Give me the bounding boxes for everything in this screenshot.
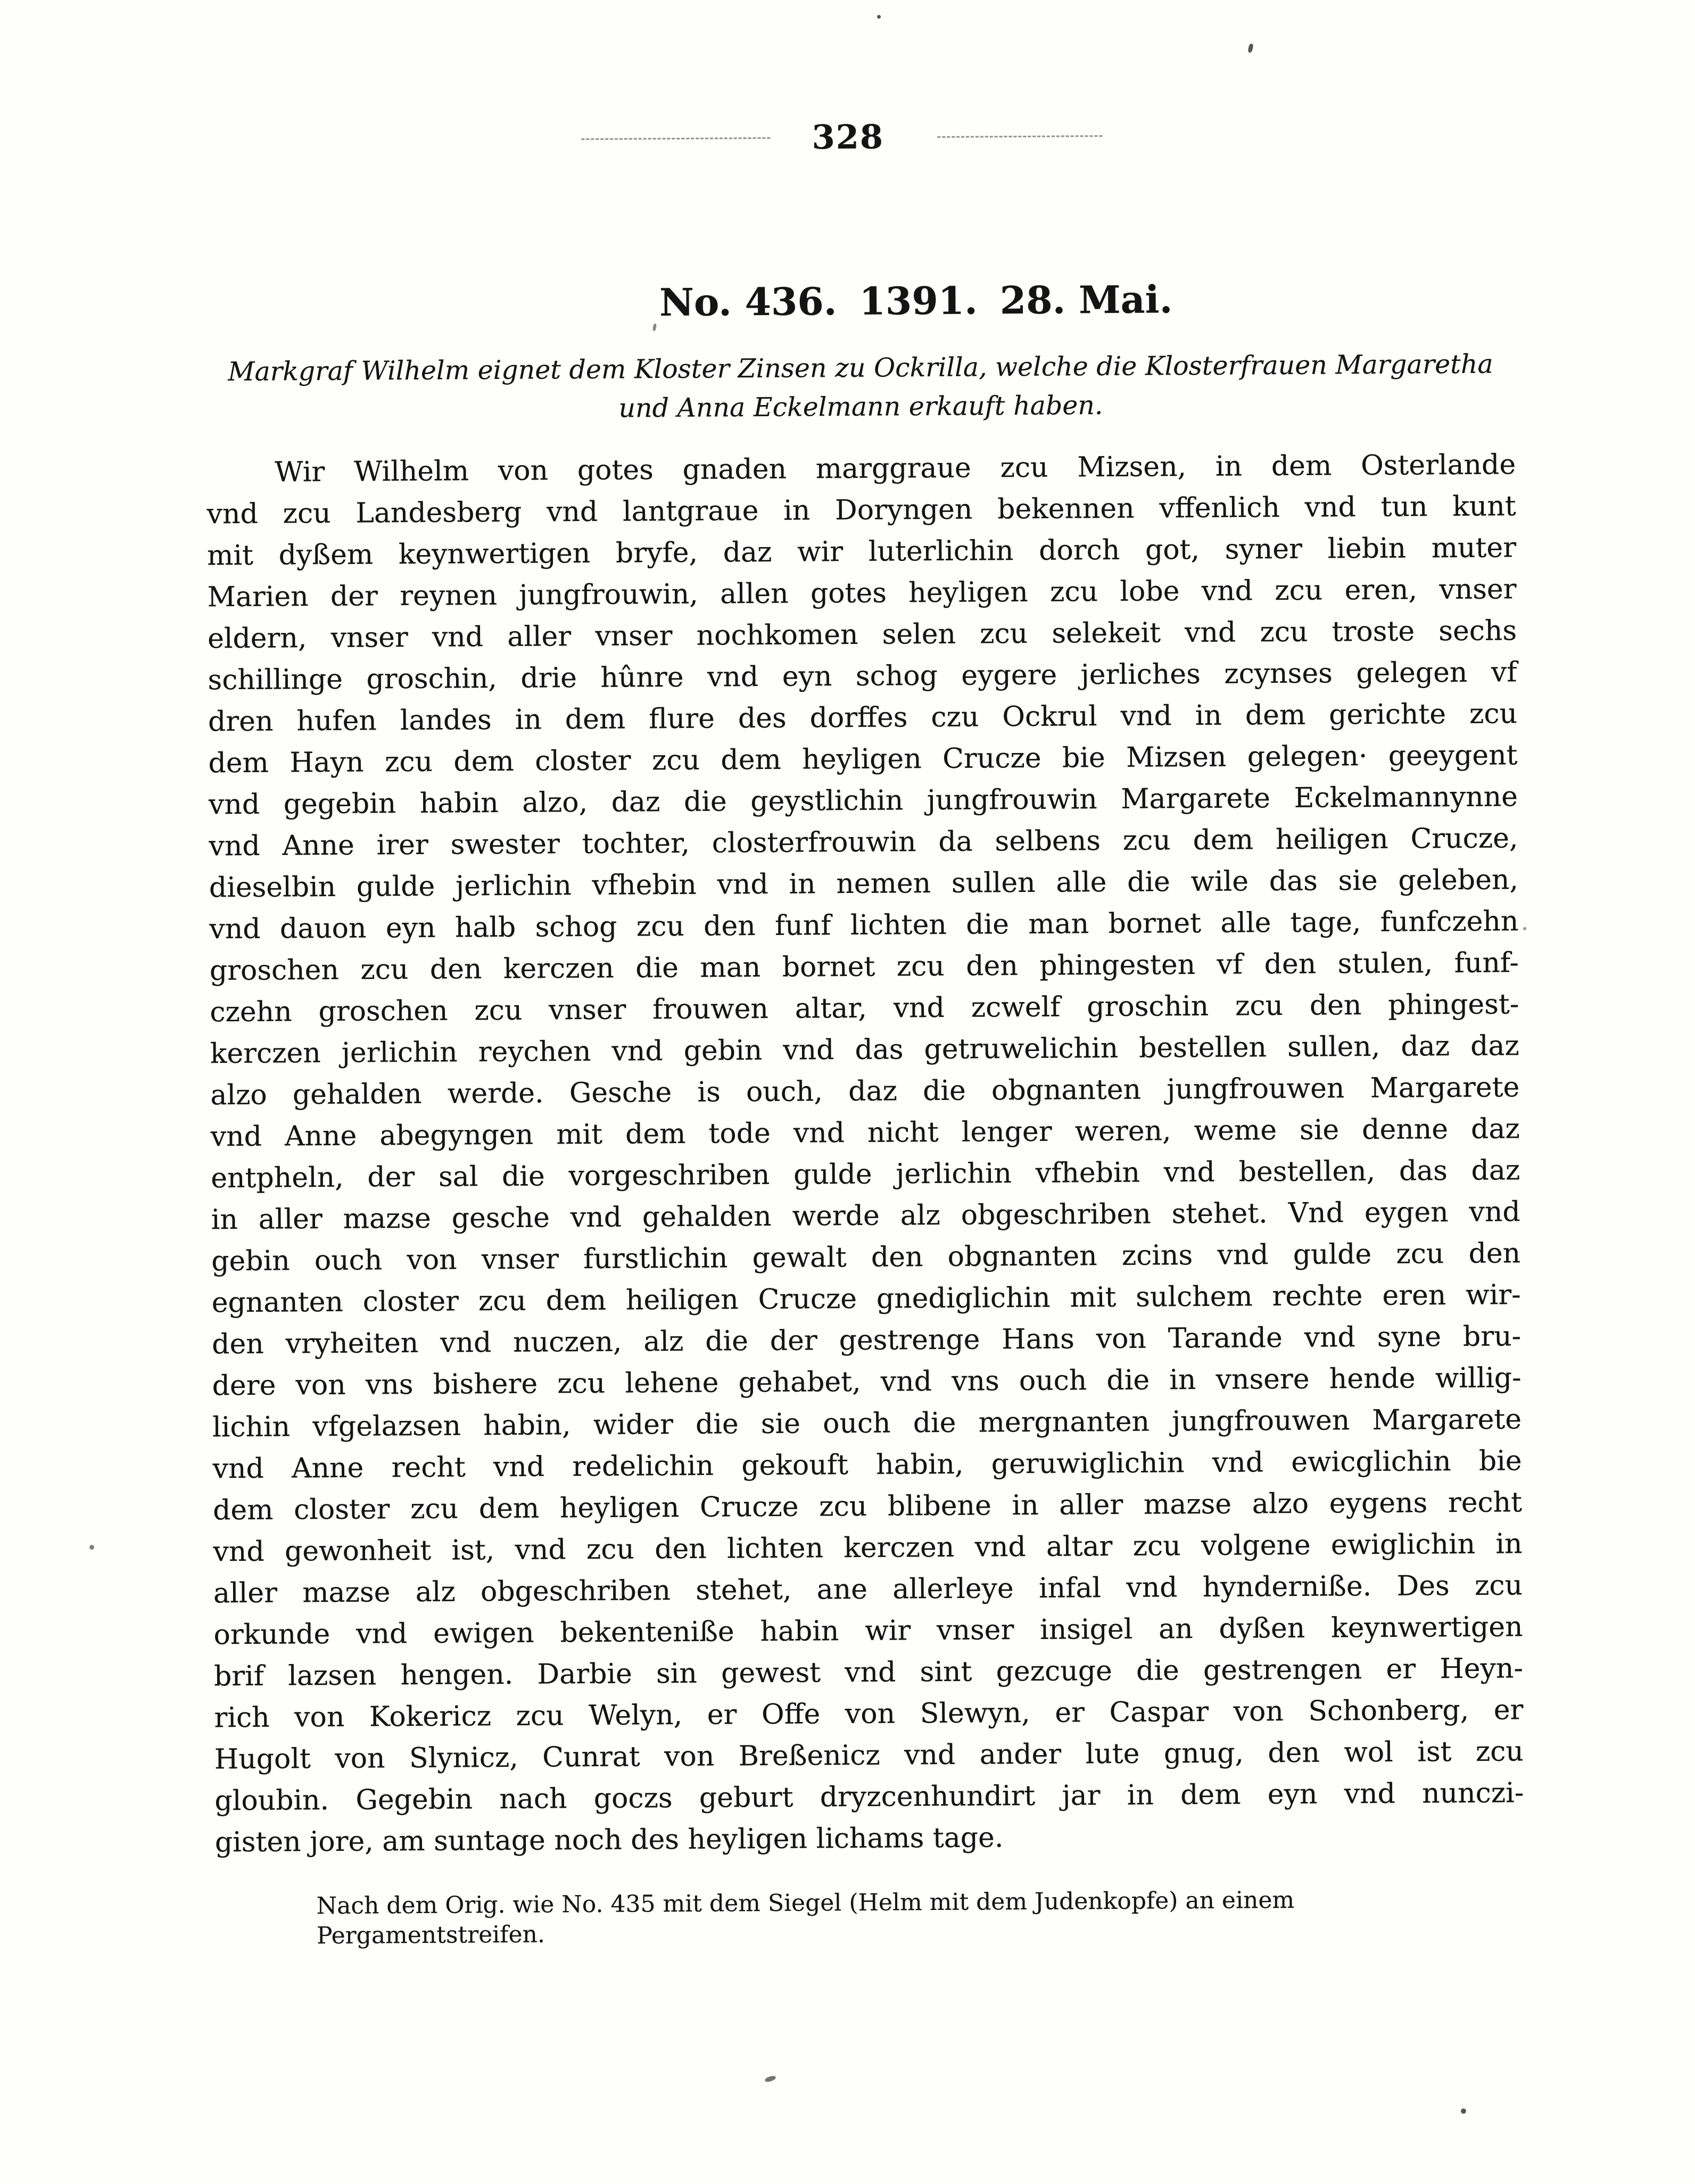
charter-date: 28. Mai. [999,277,1173,323]
body-line: mit dyßem keynwertigen bryfe, daz wir luterlichin dorch got, syner liebin muter [206,532,1517,572]
body-line: orkunde vnd ewigen bekenteniße habin wir vnser insigel an dyßen keynwertigen [213,1611,1523,1651]
body-line: vnd gewonheit ist, vnd zcu den lichten kerczen vnd altar zcu volgene ewiglichin in [213,1528,1523,1568]
body-line: Wir Wilhelm von gotes gnaden marggraue zcu Mizsen, in dem Osterlande [275,449,1516,489]
body-line: vnd dauon eyn halb schog zcu den funf lichten die man bornet alle tage, funfczehn [209,905,1519,946]
body-line: vnd Anne irer swester tochter, closterfrouwin da selbens zcu dem heiligen Crucze, [209,822,1518,863]
body-line: entpheln, der sal die vorgeschriben gulde jerlichin vfhebin vnd bestellen, das daz [211,1154,1520,1195]
scan-speck [89,1545,94,1550]
regest-summary [206,344,1516,430]
body-line: gisten jore, am suntage noch des heyligen lichams tage. [214,1822,1004,1859]
body-line: kerczen jerlichin reychen vnd gebin vnd das getruwelichin bestellen sullen, daz daz [210,1030,1519,1070]
regest-line: Markgraf Wilhelm eignet dem Kloster Zinsen zu Ockrilla, welche die Klosterfrauen Margaretha [228,349,1493,387]
dashed-rule-left [582,137,771,139]
charter-body [206,444,1524,1863]
dashed-rule-right [937,135,1102,138]
body-line: in aller mazse gesche vnd gehalden werde alz obgeschriben stehet. Vnd eygen vnd [211,1196,1520,1236]
body-line: eldern, vnser vnd aller vnser nochkomen selen zcu selekeit vnd zcu troste sechs [207,615,1517,655]
body-line: dem Hayn zcu dem closter zcu dem heyligen Crucze bie Mizsen gelegen· geeygent [208,739,1518,780]
body-line: dere von vns bishere zcu lehene gehabet, vnd vns ouch die in vnsere hende willig- [212,1362,1522,1402]
body-line: brif lazsen hengen. Darbie sin gewest vnd sint gezcuge die gestrengen er Heyn- [213,1652,1524,1693]
source-footnote: Nach dem Orig. wie No. 435 mit dem Siegel (Helm mit dem Judenkopfe) an einem Pergamentstreifen. [316,1886,1295,1950]
body-line: gloubin. Gegebin nach goczs geburt dryzcenhundirt jar in dem eyn vnd nunczi- [214,1777,1524,1817]
body-line: dieselbin gulde jerlichin vfhebin vnd in nemen sullen alle die wile das sie geleben, [209,864,1519,904]
body-line: egnanten closter zcu dem heiligen Crucze gnediglichin mit sulchem rechte eren wir- [211,1279,1521,1319]
body-line: gebin ouch von vnser furstlichin gewalt den obgnanten zcins vnd gulde zcu den [211,1237,1521,1278]
body-line: Hugolt von Slynicz, Cunrat von Breßenicz vnd ander lute gnug, den wol ist zcu [214,1735,1524,1776]
charter-year: 1391. [859,278,978,324]
body-line: schillinge groschin, drie hûnre vnd eyn schog eygere jerliches zcynses gelegen vf [208,656,1517,697]
body-line: den vryheiten vnd nuczen, alz die der gestrenge Hans von Tarande vnd syne bru- [212,1320,1522,1361]
body-line: Marien der reynen jungfrouwin, allen gotes heyligen zcu lobe vnd zcu eren, vnser [207,573,1517,614]
page-number: 328 [812,117,884,157]
body-line: rich von Kokericz zcu Welyn, er Offe von Slewyn, er Caspar von Schonberg, er [214,1694,1524,1734]
body-line: vnd Anne abegyngen mit dem tode vnd nicht lenger weren, weme sie denne daz [210,1113,1520,1153]
body-line: aller mazse alz obgeschriben stehet, ane allerleye infal vnd hynderniße. Des zcu [213,1569,1523,1610]
body-line: dem closter zcu dem heyligen Crucze zcu blibene in aller mazse alzo eygens recht [212,1486,1523,1527]
body-line: czehn groschen zcu vnser frouwen altar, vnd zcwelf groschin zcu den phingest- [210,988,1519,1029]
body-line: vnd zcu Landesberg vnd lantgraue in Doryngen bekennen vffenlich vnd tun kunt [206,490,1516,531]
body-line: groschen zcu den kerczen die man bornet zcu den phingesten vf den stulen, funf- [209,947,1519,987]
body-line: dren hufen landes in dem flure des dorffes czu Ockrul vnd in dem gerichte zcu [208,698,1518,738]
running-head [0,115,1690,159]
body-line: vnd gegebin habin alzo, daz die geystlichin jungfrouwin Margarete Eckelmannynne [208,781,1518,821]
regest-line: und Anna Eckelmann erkauft haben. [618,390,1103,424]
charter-heading [205,275,1515,327]
charter-number: No. 436. [659,279,837,325]
scan-speck [1461,2108,1466,2114]
body-line: alzo gehalden werde. Gesche is ouch, daz die obgnanten jungfrouwen Margarete [210,1071,1520,1112]
body-line: lichin vfgelazsen habin, wider die sie ouch die mergnanten jungfrouwen Margarete [212,1403,1522,1444]
body-line: vnd Anne recht vnd redelichin gekouft habin, geruwiglichin vnd ewicglichin bie [212,1445,1522,1485]
scan-speck [877,15,881,19]
scan-speck [1523,927,1526,930]
